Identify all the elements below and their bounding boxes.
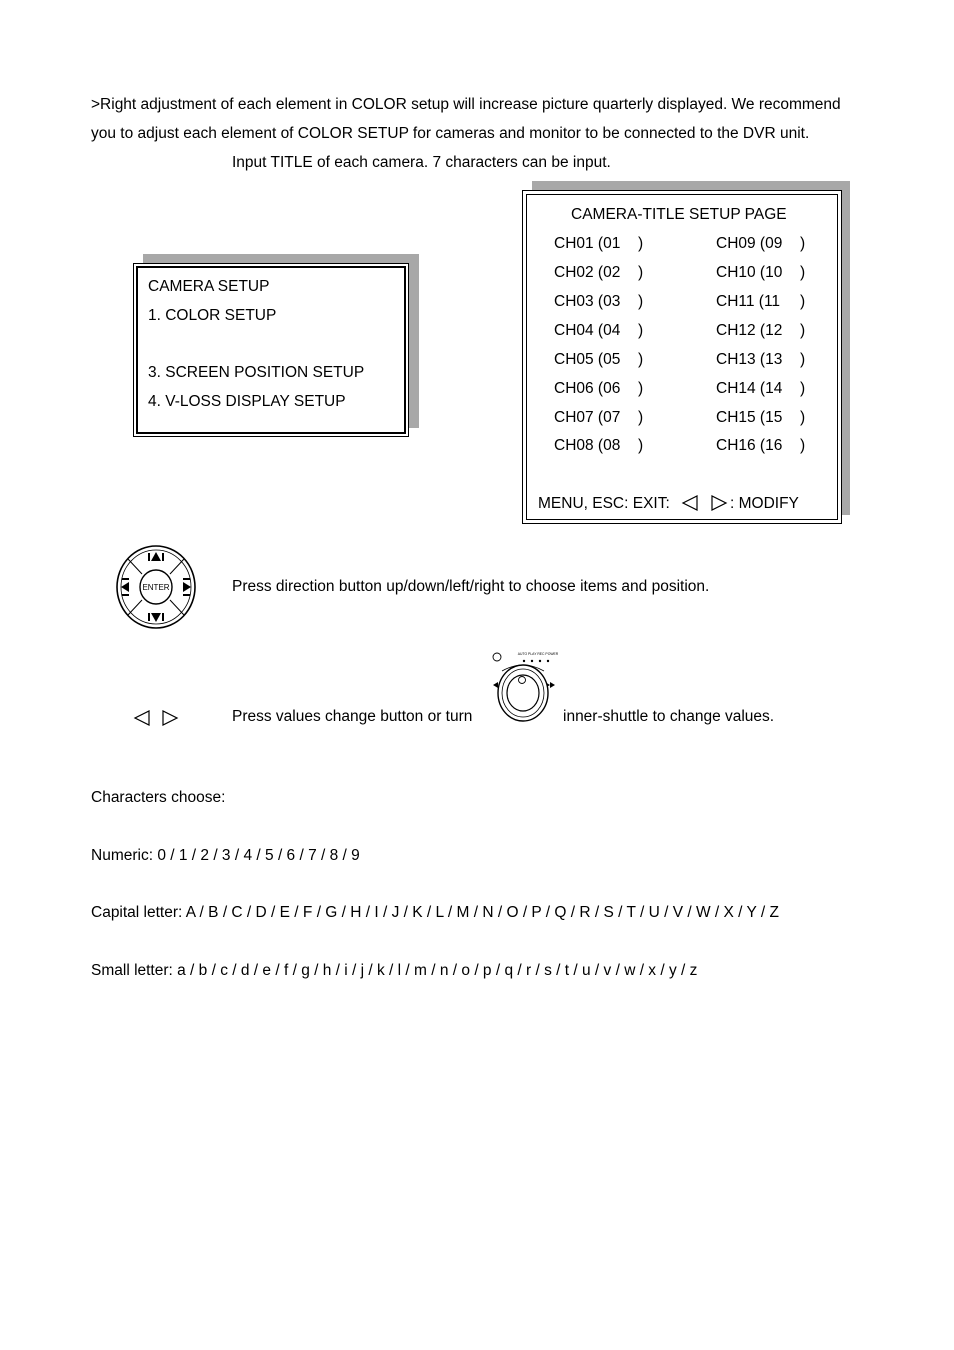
menu-item-color-setup[interactable]: 1. COLOR SETUP (148, 307, 277, 324)
jog-shuttle-icon (488, 649, 558, 725)
left-triangle-icon (681, 495, 699, 511)
close-paren: ) (638, 264, 644, 281)
characters-small: Small letter: a / b / c / d / e / f / g / h / i / j / k / l / m / n / o / p / q / r / s / t / u / v / w / x / y / z (91, 962, 698, 979)
channel-title-ch04[interactable]: CH04 (04 (554, 322, 621, 339)
close-paren: ) (800, 409, 806, 426)
close-paren: ) (800, 235, 806, 252)
close-paren: ) (800, 264, 806, 281)
channel-title-ch06[interactable]: CH06 (06 (554, 380, 621, 397)
values-instruction-end: inner-shuttle to change values. (563, 708, 775, 725)
close-paren: ) (638, 322, 644, 339)
enter-label: ENTER (142, 583, 170, 592)
channel-title-ch13[interactable]: CH13 (13 (716, 351, 783, 368)
close-paren: ) (638, 235, 644, 252)
channel-title-ch14[interactable]: CH14 (14 (716, 380, 783, 397)
camera-title-box (522, 190, 842, 524)
direction-instruction: Press direction button up/down/left/right to choose items and position. (232, 578, 710, 595)
channel-title-ch01[interactable]: CH01 (01 (554, 235, 621, 252)
channel-title-ch10[interactable]: CH10 (10 (716, 264, 783, 281)
values-instruction-start: Press values change button or turn (232, 708, 473, 725)
close-paren: ) (800, 293, 806, 310)
characters-capital: Capital letter: A / B / C / D / E / F / G / H / I / J / K / L / M / N / O / P / Q / R / S / T / U / V / W / X / Y / Z (91, 904, 779, 921)
right-triangle-icon (161, 710, 179, 726)
close-paren: ) (638, 380, 644, 397)
close-paren: ) (638, 351, 644, 368)
direction-pad-icon (115, 544, 197, 630)
close-paren: ) (800, 322, 806, 339)
characters-numeric: Numeric: 0 / 1 / 2 / 3 / 4 / 5 / 6 / 7 / 8 / 9 (91, 847, 360, 864)
camera-setup-box (133, 263, 409, 437)
close-paren: ) (638, 437, 644, 454)
channel-title-ch16[interactable]: CH16 (16 (716, 437, 783, 454)
channel-title-ch15[interactable]: CH15 (15 (716, 409, 783, 426)
channel-title-ch08[interactable]: CH08 (08 (554, 437, 621, 454)
channel-title-ch11[interactable]: CH11 (11 (716, 293, 781, 310)
camera-title-heading: CAMERA-TITLE SETUP PAGE (571, 206, 787, 223)
channel-title-ch02[interactable]: CH02 (02 (554, 264, 621, 281)
intro-line-2: you to adjust each element of COLOR SETUP for cameras and monitor to be connected to the DVR unit. (91, 125, 810, 142)
menu-item-screen-position-setup[interactable]: 3. SCREEN POSITION SETUP (148, 364, 365, 381)
close-paren: ) (638, 293, 644, 310)
characters-heading: Characters choose: (91, 789, 226, 806)
footer-modify-label: : MODIFY (730, 495, 799, 512)
channel-title-ch05[interactable]: CH05 (05 (554, 351, 621, 368)
footer-exit-label: MENU, ESC: EXIT: (538, 495, 670, 512)
left-triangle-icon (133, 710, 151, 726)
camera-setup-title: CAMERA SETUP (148, 278, 270, 295)
channel-title-ch07[interactable]: CH07 (07 (554, 409, 621, 426)
shuttle-button-labels: AUTO PLAY REC POWER (517, 652, 558, 656)
intro-line-1: >Right adjustment of each element in COLOR setup will increase picture quarterly displayed. We recommend (91, 96, 841, 113)
right-triangle-icon (710, 495, 728, 511)
channel-title-ch12[interactable]: CH12 (12 (716, 322, 783, 339)
close-paren: ) (800, 351, 806, 368)
intro-line-3: Input TITLE of each camera. 7 characters can be input. (232, 154, 611, 171)
close-paren: ) (800, 380, 806, 397)
close-paren: ) (638, 409, 644, 426)
menu-item-vloss-display-setup[interactable]: 4. V-LOSS DISPLAY SETUP (148, 393, 346, 410)
channel-title-ch09[interactable]: CH09 (09 (716, 235, 783, 252)
channel-title-ch03[interactable]: CH03 (03 (554, 293, 621, 310)
close-paren: ) (800, 437, 806, 454)
